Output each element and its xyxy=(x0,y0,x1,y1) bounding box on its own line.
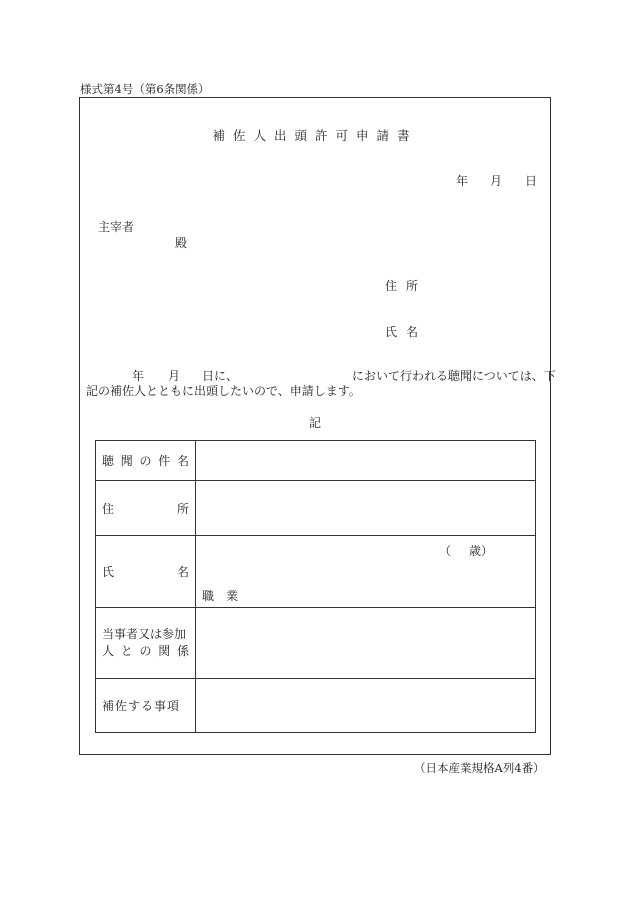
applicant-name-label-1: 氏 xyxy=(385,325,398,339)
body-day: 日に、 xyxy=(202,369,239,383)
occupation-label: 職 業 xyxy=(202,589,239,603)
address-char: 住 xyxy=(102,501,115,516)
relation-char: 係 xyxy=(176,644,189,658)
body-text-line2: 記の補佐人とともに出頭したいので、申請します。 xyxy=(86,384,361,398)
hearing-case-char: 件 xyxy=(158,454,171,468)
hearing-case-char: の xyxy=(139,454,152,468)
addressee-honorific: 殿 xyxy=(175,236,188,250)
hearing-case-field[interactable] xyxy=(196,441,536,481)
ki-heading: 記 xyxy=(308,416,321,430)
assist-matters-field[interactable] xyxy=(196,679,536,733)
name-char: 氏 xyxy=(102,565,115,579)
address-field[interactable] xyxy=(196,481,536,536)
form-title: 補佐人出頭許可申請書 xyxy=(212,128,418,143)
name-char: 名 xyxy=(176,565,189,579)
row-name xyxy=(96,536,536,608)
relation-label-line1: 当事者又は参加 xyxy=(102,627,187,641)
relation-char: 人 xyxy=(102,644,115,658)
relation-char: の xyxy=(139,644,152,658)
address-char: 所 xyxy=(176,501,189,516)
row-hearing-case xyxy=(96,441,536,481)
address-label xyxy=(96,481,196,536)
row-assist-matters xyxy=(96,679,536,733)
date-year: 年 xyxy=(456,174,469,188)
date-day: 日 xyxy=(525,174,538,188)
age-open-paren: （ xyxy=(439,544,452,558)
row-address xyxy=(96,481,536,536)
applicant-address-label-1: 住 xyxy=(385,279,398,293)
applicant-name-label-2: 名 xyxy=(406,325,419,339)
form-number: 様式第4号（第6条関係） xyxy=(80,82,210,96)
hearing-case-char: 聞 xyxy=(120,454,133,468)
applicant-address-label-2: 所 xyxy=(406,279,419,293)
hearing-case-char: 聴 xyxy=(102,454,115,468)
addressee: 主宰者 xyxy=(98,220,135,234)
body-month: 月 xyxy=(168,369,181,383)
body-year: 年 xyxy=(132,369,145,383)
relation-field[interactable] xyxy=(196,608,536,679)
assist-matters-text: 補佐する事項 xyxy=(102,699,181,713)
relation-label xyxy=(96,608,196,679)
assist-matters-label xyxy=(96,679,196,733)
relation-char: と xyxy=(120,644,133,658)
date-month: 月 xyxy=(490,174,503,188)
hearing-case-label xyxy=(96,441,196,481)
age-label: 歳） xyxy=(469,544,494,558)
relation-char: 関 xyxy=(158,644,171,658)
paper-size-note: （日本産業規格A列4番） xyxy=(414,761,545,775)
details-table xyxy=(95,440,536,733)
body-text-line1: において行われる聴聞については、下 xyxy=(352,369,556,383)
row-relation xyxy=(96,608,536,679)
name-field[interactable] xyxy=(196,536,536,608)
name-label xyxy=(96,536,196,608)
hearing-case-char: 名 xyxy=(176,454,189,468)
